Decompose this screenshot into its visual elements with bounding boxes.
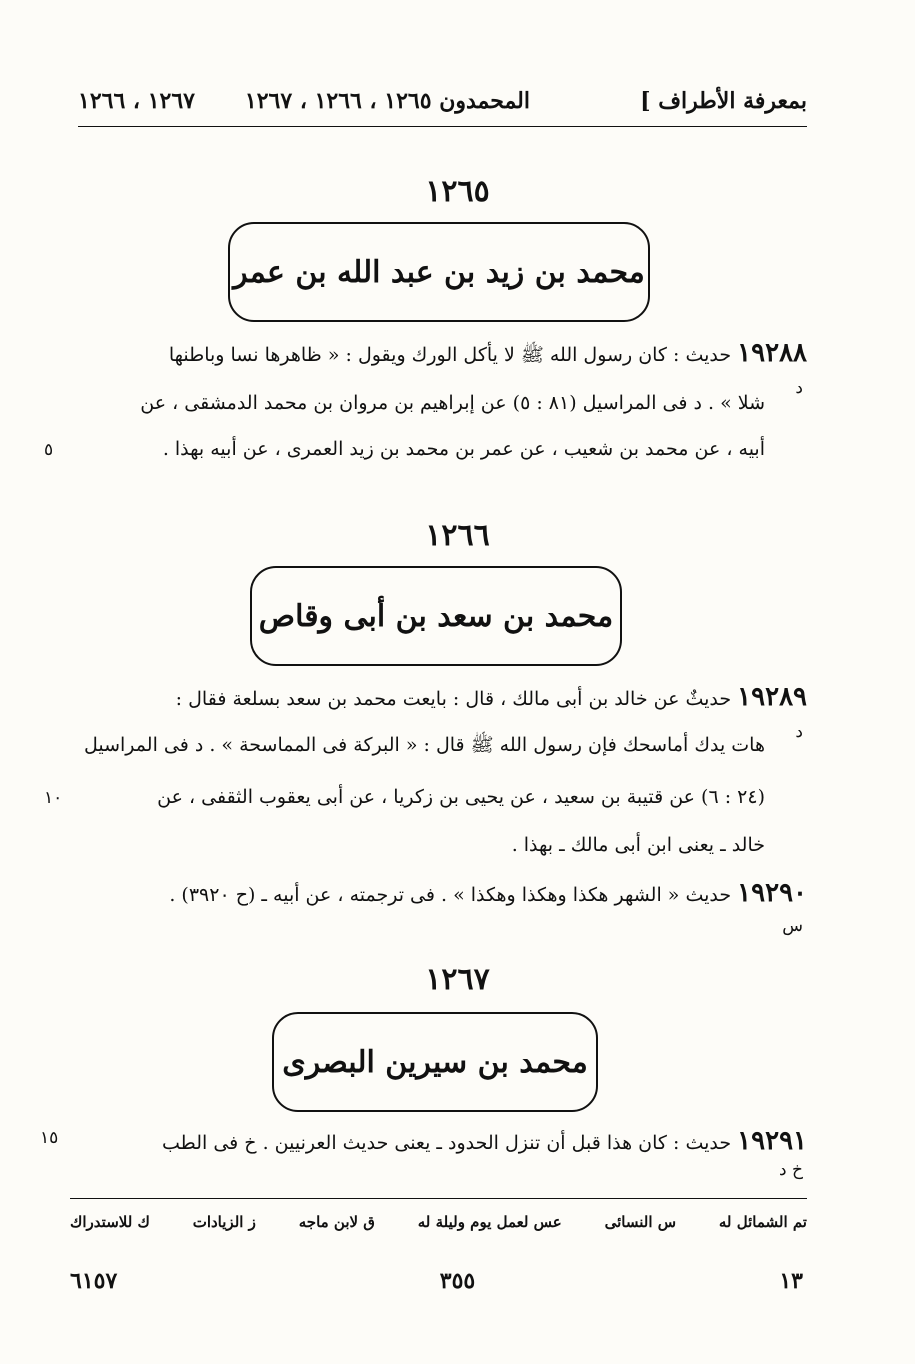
running-head-numbers: ١٢٦٧ ، ١٢٦٦ — [78, 88, 195, 114]
hadith-text: حديثٌ عن خالد بن أبى مالك ، قال : بايعت محمد بن سعد بسلعة فقال : — [175, 688, 732, 710]
hadith-line: (٢٤ : ٦) عن قتيبة بن سعيد ، عن يحيى بن زكريا ، عن أبى يعقوب الثقفى ، عن — [157, 786, 765, 808]
footnote-item: ق لابن ماجه — [298, 1213, 375, 1231]
hadith-text: حديث : كان رسول الله ﷺ لا يأكل الورك ويقول : « ظاهرها نسا وباطنها — [168, 344, 732, 366]
sigla: د — [795, 378, 803, 398]
sigla: س — [782, 916, 803, 936]
footnote-item: ز الزيادات — [192, 1213, 256, 1231]
footnote-abbreviations — [70, 1213, 807, 1231]
margin-line-number: ٥ — [44, 440, 54, 460]
page-number: ٣٥٥ — [439, 1268, 476, 1294]
hadith-number: ١٩٢٨٨ — [737, 338, 807, 368]
hadith-line: خالد ـ يعنى ابن أبى مالك ـ بهذا . — [511, 834, 765, 856]
footnote-item: ك للاستدراك — [70, 1213, 150, 1231]
sigla: خ د — [779, 1160, 803, 1180]
section-title-box — [272, 1012, 598, 1112]
hadith-number: ١٩٢٨٩ — [737, 682, 807, 712]
hadith-line — [87, 1128, 807, 1154]
hadith-line — [107, 684, 807, 710]
hadith-line: هات يدك أماسحك فإن رسول الله ﷺ قال : « البركة فى المماسحة » . د فى المراسيل — [83, 734, 765, 756]
footnote-rule — [70, 1198, 807, 1199]
hadith-number: ١٩٢٩١ — [737, 1126, 807, 1156]
hadith-text: حديث : كان هذا قبل أن تنزل الحدود ـ يعنى حديث العرنيين . خ فى الطب — [161, 1132, 732, 1154]
hadith-number: ١٩٢٩٠ — [737, 878, 807, 908]
section-title: محمد بن زيد بن عبد الله بن عمر — [233, 254, 645, 290]
hadith-line — [107, 880, 807, 906]
margin-line-number: ١٥ — [40, 1128, 59, 1148]
section-number: ١٢٦٧ — [425, 962, 490, 997]
section-title-box — [228, 222, 650, 322]
sequence-number: ٦١٥٧ — [70, 1268, 118, 1294]
section-number: ١٢٦٦ — [425, 518, 490, 553]
section-title-box — [250, 566, 622, 666]
footnote-item: س النسائى — [604, 1213, 677, 1231]
hadith-line: أبيه ، عن محمد بن شعيب ، عن عمر بن محمد بن زيد العمرى ، عن أبيه بهذا . — [162, 438, 765, 460]
running-head-sections: المحمدون ١٢٦٥ ، ١٢٦٦ ، ١٢٦٧ — [244, 88, 530, 114]
margin-line-number: ١٠ — [44, 788, 63, 808]
hadith-line: شلا » . د فى المراسيل (٨١ : ٥) عن إبراهيم بن مروان بن محمد الدمشقى ، عن — [140, 392, 765, 414]
header-rule — [78, 126, 807, 127]
footnote-item: عس لعمل يوم وليلة له — [417, 1213, 562, 1231]
section-title: محمد بن سيرين البصرى — [282, 1044, 588, 1080]
footnote-item: تم الشمائل له — [718, 1213, 807, 1231]
sigla: د — [795, 722, 803, 742]
hadith-line — [107, 340, 807, 366]
hadith-text: حديث « الشهر هكذا وهكذا وهكذا » . فى ترجمته ، عن أبيه ـ (ح ٣٩٢٠) . — [169, 884, 732, 906]
section-title: محمد بن سعد بن أبى وقاص — [258, 598, 614, 634]
section-number: ١٢٦٥ — [425, 174, 490, 209]
running-head-title: بمعرفة الأطراف ] — [640, 88, 807, 114]
volume-number: ١٣ — [779, 1268, 803, 1294]
